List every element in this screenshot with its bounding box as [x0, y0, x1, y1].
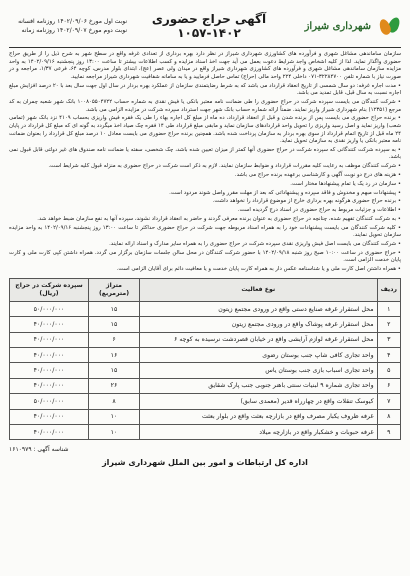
- table-row: [10, 348, 401, 363]
- deposit-cell: ۴۰/۰۰۰/۰۰۰: [10, 317, 89, 332]
- area-cell: ۱۰: [89, 424, 140, 439]
- publication-dates: [9, 17, 127, 35]
- table-row: [10, 409, 401, 424]
- row-number-cell: ۸: [377, 409, 400, 424]
- leaf-logo-icon: [375, 15, 401, 37]
- publication-date-2: نوبت دوم مورخ ۱۴۰۲/۰۹/۰۷ روزنامه زمانه: [21, 27, 127, 34]
- publication-date-1: نوبت اول مورخ ۱۴۰۲/۰۹/۰۶ روزنامه افسانه: [18, 18, 127, 25]
- activity-cell: کیوسک تنقلات واقع در چهارراه قدیر (معمدی سابق): [140, 394, 378, 409]
- deposit-cell: ۵۰/۰۰۰/۰۰۰: [10, 394, 89, 409]
- activity-cell: محل استقرار غرفه لوازم آرایشی واقع در خیابان قصردشت نرسیده به کوچه ۶: [140, 332, 378, 347]
- area-cell: ۲۶: [89, 378, 140, 393]
- deposit-cell: ۴۰/۰۰۰/۰۰۰: [10, 363, 89, 378]
- activity-cell: غرفه ظروف یکبار مصرف واقع در بازارچه بعثت واقع در بلوار بعثت: [140, 409, 378, 424]
- table-row: [10, 301, 401, 316]
- table-row: [10, 363, 401, 378]
- table-header-row: [10, 278, 401, 301]
- area-cell: ۱۰: [89, 409, 140, 424]
- row-number-cell: ۳: [377, 332, 400, 347]
- area-cell: ۱۶: [89, 348, 140, 363]
- deposit-cell: ۴۰/۰۰۰/۰۰۰: [10, 348, 89, 363]
- footer: [9, 446, 401, 476]
- area-cell: ۶: [89, 332, 140, 347]
- logo-text: شهرداری شیراز: [304, 20, 371, 32]
- area-cell: ۸: [89, 394, 140, 409]
- body-paragraph: • شرکت کنندگان می بایست سپرده شرکت در حراج حضوری را طی ضمانت نامه معتبر بانکی یا فیش نقدی به شماره حساب ۱۰۰۸۰۵۵۰۴۷۲۲ بانک شهر شعبه چمران به کد مرجع (۱۲۳۵۱) بنام شهرداری شیراز واریز نمایند. ضمناً ارائه شماره حساب بانک شهر جهت استرداد سپرده شرکت در مزایده الزامی می باشد.: [9, 98, 401, 113]
- body-paragraph: • هزینه های درج دو نوبت آگهی و کارشناسی برعهده برنده حراج می باشد.: [234, 172, 401, 179]
- activity-cell: محل استقرار غرفه پوشاک واقع در ورودی مجتمع زیتون: [140, 317, 378, 332]
- body-paragraph: • به شرکت کنندگان تفهیم شده، چنانچه در حراج حضوری به عنوان برنده معرفی گردند و حاضر به انعقاد قرارداد نشوند، سپرده آنها به نفع سازمان ضبط خواهد شد.: [37, 215, 401, 222]
- deposit-cell: ۴۰/۰۰۰/۰۰۰: [10, 378, 89, 393]
- deposit-cell: ۴۰/۰۰۰/۰۰۰: [10, 409, 89, 424]
- body-paragraph: سازمان ساماندهی مشاغل شهری و فرآورده های کشاورزی شهرداری شیراز در نظر دارد بهره برداری از تعدادی غرفه واقع در سطح شهر به شرح ذیل را از طریق حراج حضوری واگذار نماید. لذا از کلیه اشخاص واجد شرایط دعوت بعمل می آید جهت اخذ اسناد مزایده و کسب اطلاعات بیشتر تا ساعت ۱۳:۰۰ روز پنجشنبه ۱۴۰۲/۰۹/۱۶ به واحد مزایده سازمان ساماندهی مشاغل شهری و فرآورده های کشاورزی شهرداری شیراز واقع در میدان ولی عصر (عج)، ابتدای بلوار مدرس، کوچه ۶۴، فرعی ۱/۳۷، مراجعه و در صورت نیاز با شماره تلفن ۳۲۲۸۴۷۰۰-۰۷۱ داخلی ۲۲۴ واحد مالی (حراج) تماس حاصل فرمایید و یا به سامانه شفافیت شهرداری شیراز مراجعه نمایید.: [9, 51, 402, 80]
- body-paragraph: • برنده حراج حضوری هرگونه بهره برداری خارج از موضوع قرارداد را نخواهد داشت.: [212, 198, 401, 205]
- body-paragraph: • کلیه شرکت کنندگان می بایست پیشنهادات خود را به همراه اسناد مربوطه جهت شرکت در حراج حضوری حداکثر تا ساعت ۱۳:۰۰ روز پنجشنبه ۱۴۰۲/۰۹/۱۶ به واحد مزایده سازمان تحویل نمایند.: [9, 224, 401, 239]
- body-paragraph: • برنده حراج حضوری می بایست پس از برنده شدن و قبل از انعقاد قرارداد، ده ماه از مبلغ کل اجاره بهاء را طی یک فقره فیش واریزی بحساب ۴۱۰۹ نزد بانک شهر (تمامی شعب) واریز نماید و اصل رسید واریزی را تحویل واحد قراردادهای سازمان نماید و مابقی مبلغ قرارداد طی ۱۴ فقره چک صیاد اخذ میگردد به گونه ای که مبلغ کل قرارداد در پایان ۲۴ ماه قبل از تاریخ اتمام قرارداد از سوی بهره بردار به سازمان پرداخت شده باشد. همچنین برنده حراج حضوری می بایست معادل ۱۰ درصد مبلغ کل قرارداد را بعنوان ضمانت نامه معتبر بانکی یا واریز نقدی به سازمان تحویل نماید.: [9, 115, 402, 145]
- activity-cell: محل استقرار غرفه صنایع دستی واقع در ورودی مجتمع زیتون: [140, 301, 378, 316]
- row-number-cell: ۶: [377, 378, 400, 393]
- body-paragraph: • حراج حضوری در ساعت ۱۰:۰۰ صبح روز شنبه ۱۴۰۲/۰۹/۱۸ با حضور شرکت کنندگان در محل سالن جلسات سازمان برگزار می گردد. همراه داشتن کپی کارت ملی و کارت پایان خدمت الزامی است.: [9, 249, 401, 264]
- header: [9, 6, 401, 46]
- body-paragraph: • سازمان در رد یک یا تمام پیشنهادها مختار است.: [290, 180, 401, 187]
- table-row: [10, 378, 401, 393]
- row-number-cell: ۹: [377, 424, 400, 439]
- area-cell: ۱۵: [89, 363, 140, 378]
- issuer: اداره کل ارتباطات و امور بین الملل شهرداری شیراز: [102, 458, 308, 468]
- row-number-cell: ۴: [377, 348, 400, 363]
- area-cell: ۱۵: [89, 301, 140, 316]
- table-row: [10, 394, 401, 409]
- activity-cell: غرفه حبوبات و خشکبار واقع در بازارچه میلاد: [140, 424, 378, 439]
- body-paragraph: • اطلاعات و جزئیات مربوط به حراج حضوری در اسناد درج گردیده است.: [237, 207, 401, 214]
- col-header-activity: نوع فعالیت: [140, 278, 378, 301]
- ad-id: شناسه آگهی : ۱۶۱۰۹۷۹: [9, 446, 69, 454]
- activity-cell: واحد تجاری اسباب بازی جنب بوستان یاس: [140, 363, 378, 378]
- activity-cell: واحد تجاری شماره ۹ لبنیات سنتی باهنر جنوبی جنب پارک شقایق: [140, 378, 378, 393]
- deposit-cell: ۵۰/۰۰۰/۰۰۰: [10, 301, 89, 316]
- ad-title: آگهی حراج حضوری ۱۴۰۲-۱۰۵۷: [151, 12, 267, 40]
- row-number-cell: ۷: [377, 394, 400, 409]
- ad-body: [9, 51, 401, 274]
- body-paragraph: • شرکت کنندگان می بایست اصل فیش واریزی نقدی سپرده شرکت در حراج حضوری را به همراه سایر مدارک و اسناد ارائه نمایند.: [109, 241, 401, 248]
- body-paragraph: • به سپرده شرکت کنندگانی که سپرده شرکت در حراج حضوری آنها کمتر از میزان تعیین شده باشد، چک شخصی، سفته یا ضمانت نامه صندوق های غیر دولتی قابل قبول نمی باشد.: [9, 146, 401, 161]
- col-header-area: متراژ (مترمربع): [89, 278, 140, 301]
- row-number-cell: ۲: [377, 317, 400, 332]
- col-header-row-number: ردیف: [377, 278, 400, 301]
- shiraz-municipality-logo: [291, 15, 401, 37]
- deposit-cell: ۴۰/۰۰۰/۰۰۰: [10, 424, 89, 439]
- activity-cell: واحد تجاری کافی شاپ جنب بوستان رضوی: [140, 348, 378, 363]
- body-paragraph: • همراه داشتن اصل کارت ملی و یا شناسنامه عکس دار به همراه کارت پایان خدمت و یا معافیت دائم برای آقایان الزامی است.: [116, 266, 401, 273]
- body-paragraph: • مدت اجاره غرفه: دو سال شمسی از تاریخ انعقاد قرارداد می باشد که به شرط رضایتمندی سازمان از عملکرد بهره بردار در سال اول جهت سال بعد با ۲۰ درصد افزایش مبلغ اجاره نسبت به سال قبل، قابل تمدید می باشد.: [9, 82, 401, 97]
- table-row: [10, 332, 401, 347]
- table-row: [10, 424, 401, 439]
- table-row: [10, 317, 401, 332]
- header-divider: [9, 47, 401, 48]
- row-number-cell: ۱: [377, 301, 400, 316]
- booths-table: [9, 278, 401, 441]
- body-paragraph: • شرکت کنندگان موظف به رعایت کلیه مقررات قرارداد و ضوابط سازمان نمایند. لازم به ذکر است شرکت در حراج حضوری به منزله قبول کلیه شرایط است.: [48, 163, 401, 170]
- col-header-deposit: سپرده شرکت در حراج (ریال): [10, 278, 89, 301]
- area-cell: ۱۵: [89, 317, 140, 332]
- body-paragraph: • پیشنهادات مبهم و مخدوش و فاقد سپرده و پیشنهاداتی که بعد از مهلت مقرر واصل شوند مردود است.: [169, 189, 401, 196]
- row-number-cell: ۵: [377, 363, 400, 378]
- deposit-cell: ۴۰/۰۰۰/۰۰۰: [10, 332, 89, 347]
